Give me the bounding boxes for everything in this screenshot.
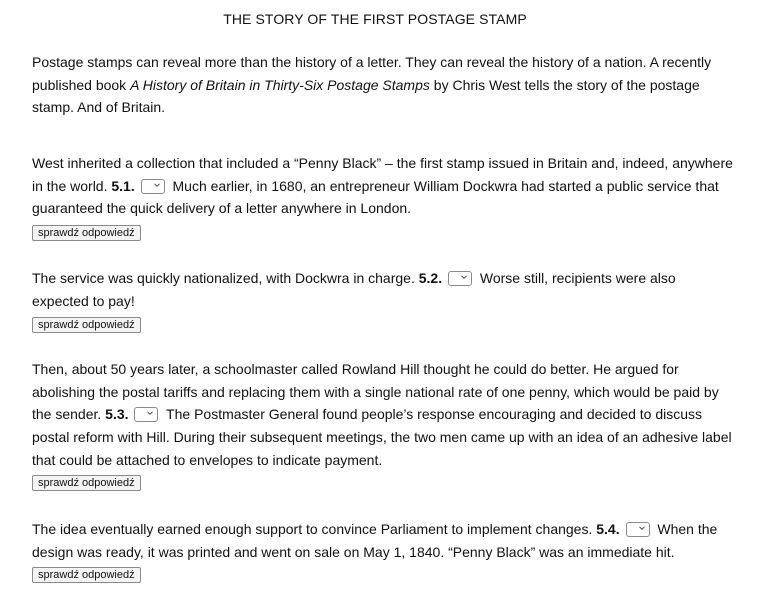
- paragraph-text-before: The service was quickly nationalized, with Dockwra in charge.: [32, 270, 419, 286]
- gap-label: 5.3.: [105, 406, 129, 423]
- check-answer-button-5-3[interactable]: sprawdź odpowiedź: [32, 475, 141, 491]
- gap-5-4-select[interactable]: [626, 522, 650, 537]
- paragraph-text-before: The idea eventually earned enough support to convince Parliament to implement changes.: [32, 521, 597, 537]
- paragraph-5-1: [32, 152, 736, 220]
- check-answer-button-5-2[interactable]: sprawdź odpowiedź: [32, 317, 141, 333]
- paragraph-text-before: West inherited a collection that included a “Penny Black” – the first stamp issued in Britain and, indeed, anywhere in the world.: [32, 155, 733, 194]
- page-title: THE STORY OF THE FIRST POSTAGE STAMP: [223, 11, 527, 27]
- chevron-down-icon: [639, 525, 645, 531]
- intro-text-part1: Postage stamps can reveal more than the history of a letter. They can reveal the history of a nation. A recently published book: [32, 54, 712, 93]
- paragraph-text-after: Worse still, recipients were also expected to pay!: [32, 270, 676, 309]
- intro-text-part2: by Chris West tells the story of the postage stamp. And of Britain.: [32, 76, 700, 116]
- chevron-down-icon: [147, 410, 153, 416]
- paragraph-text-after: The Postmaster General found people’s response encouraging and decided to discuss postal reform with Hill. During their subsequent meetings, the two men came up with an idea of an adhesive label that could be attached to envelopes to indicate payment.: [32, 406, 732, 468]
- book-title: A History of Britain in Thirty-Six Postage Stamps: [130, 76, 430, 93]
- chevron-down-icon: [154, 182, 160, 188]
- check-answer-button-5-1[interactable]: sprawdź odpowiedź: [32, 225, 141, 241]
- paragraph-5-4: [32, 518, 736, 563]
- chevron-down-icon: [461, 274, 467, 280]
- gap-label: 5.1.: [111, 177, 135, 194]
- gap-5-1-select[interactable]: [141, 179, 165, 194]
- gap-5-3-select[interactable]: [134, 407, 158, 422]
- check-answer-button-5-4[interactable]: sprawdź odpowiedź: [32, 567, 141, 583]
- gap-label: 5.2.: [418, 270, 443, 286]
- paragraph-text-after: Much earlier, in 1680, an entrepreneur William Dockwra had started a public service that guaranteed the quick delivery of a letter anywhere in London.: [32, 177, 719, 217]
- paragraph-text-before: Then, about 50 years later, a schoolmaster called Rowland Hill thought he could do better. He argued for abolishing the postal tariffs and replacing them with a single national rate of one penny, which would be paid by the sender.: [32, 361, 719, 423]
- gap-5-2-select[interactable]: [448, 271, 472, 286]
- paragraph-5-3: [32, 358, 736, 472]
- paragraph-text-after: When the design was ready, it was printed and went on sale on May 1, 1840. “Penny Black” was an immediate hit.: [32, 521, 718, 560]
- gap-label: 5.4.: [596, 521, 620, 537]
- paragraph-5-2: [32, 267, 736, 312]
- intro-paragraph: [32, 51, 736, 119]
